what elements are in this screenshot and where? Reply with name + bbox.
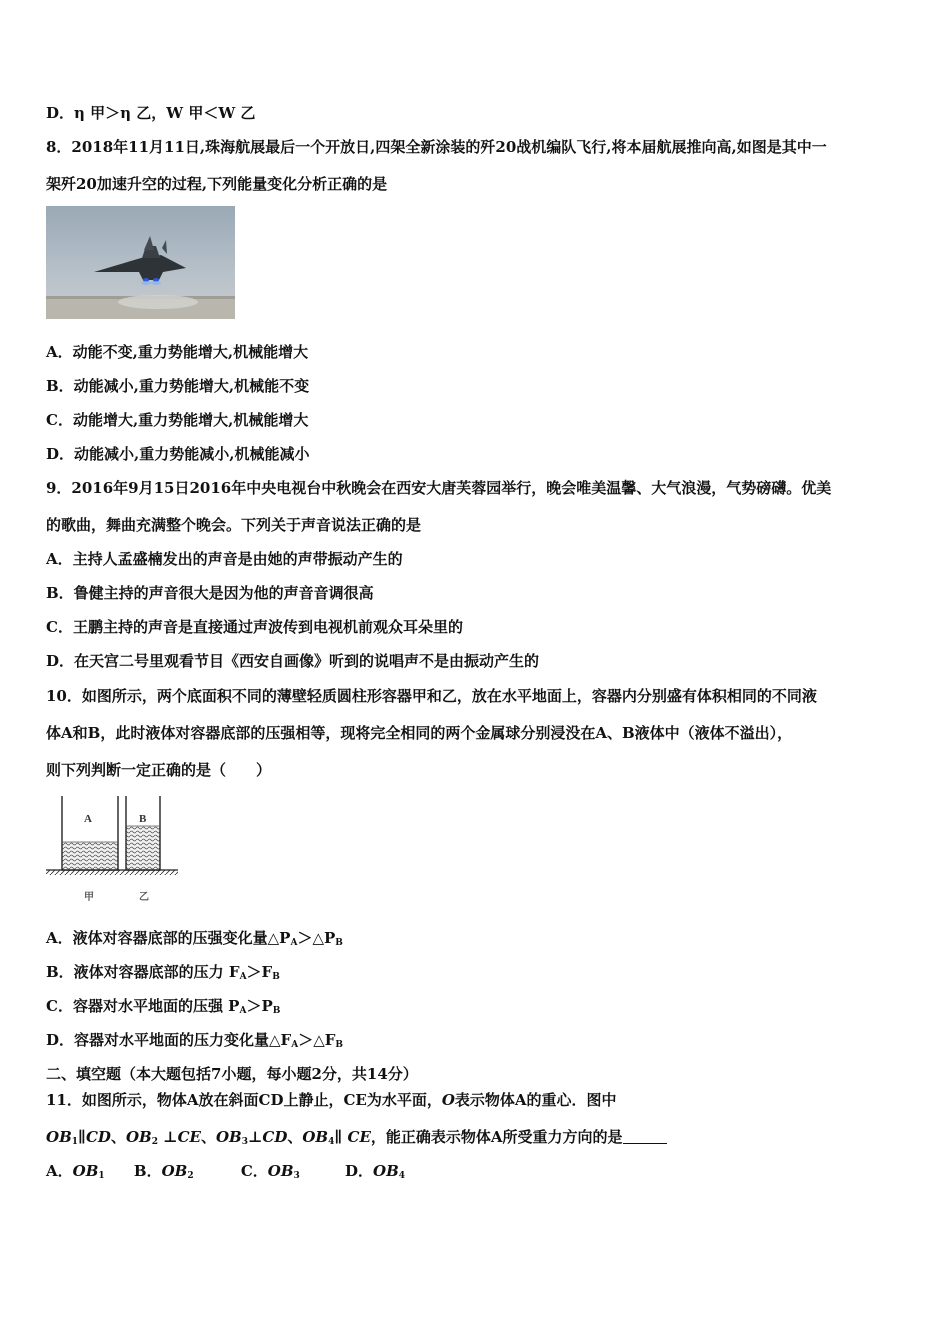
q9-option-a: A．主持人孟盛楠发出的声音是由她的声带振动产生的 — [46, 550, 403, 568]
q11-options — [46, 1161, 405, 1186]
q9-option-b: B．鲁健主持的声音很大是因为他的声音音调很高 — [46, 584, 374, 602]
answer-blank[interactable] — [623, 1129, 667, 1144]
section-title: 二、填空题（本大题包括7小题，每小题2分，共14分） — [46, 1065, 418, 1083]
q11-stem-line1: 11．如图所示，物体A放在斜面CD上静止，CE为水平面，O表示物体A的重心．图中 — [46, 1091, 617, 1109]
containers-figure — [46, 794, 186, 906]
q11-stem-line2: $OB_1\parallel CD$、$OB_2$ ⊥CE、$OB_3\perp CD$、$OB_4\parallel$ CE，能正确表示物体A所受重力方向的是 — [46, 1127, 667, 1152]
q9-option-d: D．在天宫二号里观看节目《西安自画像》听到的说唱声不是由振动产生的 — [46, 652, 540, 670]
container-b-label: B — [139, 813, 147, 825]
caption-right: 乙 — [139, 892, 149, 903]
caption-left: 甲 — [84, 892, 94, 903]
q8-option-b: B．动能减小,重力势能增大,机械能不变 — [46, 377, 310, 395]
q8-option-c: C．动能增大,重力势能增大,机械能增大 — [46, 411, 309, 429]
q10-stem-line2: 体A和B，此时液体对容器底部的压强相等，现将完全相同的两个金属球分别浸没在A、B液体中（液体不溢出）， — [46, 724, 793, 742]
q11-option-d: D．$OB_4$ — [345, 1162, 406, 1181]
q8-stem-line2: 架歼20加速升空的过程,下列能量变化分析正确的是 — [46, 175, 388, 193]
q11-option-a: A．$OB_1$ — [46, 1162, 105, 1181]
q9-stem-line2: 的歌曲，舞曲充满整个晚会。下列关于声音说法正确的是 — [46, 516, 422, 534]
q10-option-a: A．液体对容器底部的压强变化量$\triangle P_A>\triangle P_B$ — [46, 929, 343, 948]
containers-diagram — [46, 794, 186, 906]
q10-option-d: D．容器对水平地面的压力变化量$\triangle F_A>\triangle F_B$ — [46, 1031, 343, 1050]
q7-option-d: D．η 甲＞η 乙，W 甲＜W 乙 — [46, 104, 256, 122]
q9-option-c: C．王鹏主持的声音是直接通过声波传到电视机前观众耳朵里的 — [46, 618, 463, 636]
q9-stem-line1: 9．2016年9月15日2016年中央电视台中秋晚会在西安大唐芙蓉园举行，晚会唯美温馨、大气浪漫，气势磅礴。优美 — [46, 479, 832, 497]
q10-stem-line3: 则下列判断一定正确的是（ ） — [46, 761, 272, 779]
q11-option-b: B．$OB_2$ — [133, 1162, 194, 1181]
q10-option-b: B．液体对容器底部的压力 $F_A>F_B$ — [46, 963, 280, 982]
fighter-jet-icon — [46, 206, 235, 319]
container-a-label: A — [84, 813, 92, 825]
q8-option-d: D．动能减小,重力势能减小,机械能减小 — [46, 445, 310, 463]
q11-option-c: C．$OB_3$ — [240, 1162, 300, 1181]
fighter-jet-photo — [46, 206, 235, 319]
q8-stem-line1: 8．2018年11月11日,珠海航展最后一个开放日,四架全新涂装的歼20战机编队飞行,将本届航展推向高,如图是其中一 — [46, 138, 827, 156]
q8-option-a: A．动能不变,重力势能增大,机械能增大 — [46, 343, 309, 361]
q10-option-c: C．容器对水平地面的压强 $P_A>P_B$ — [46, 997, 281, 1016]
q10-stem-line1: 10．如图所示，两个底面积不同的薄壁轻质圆柱形容器甲和乙，放在水平地面上，容器内分别盛有体积相同的不同液 — [46, 687, 817, 705]
